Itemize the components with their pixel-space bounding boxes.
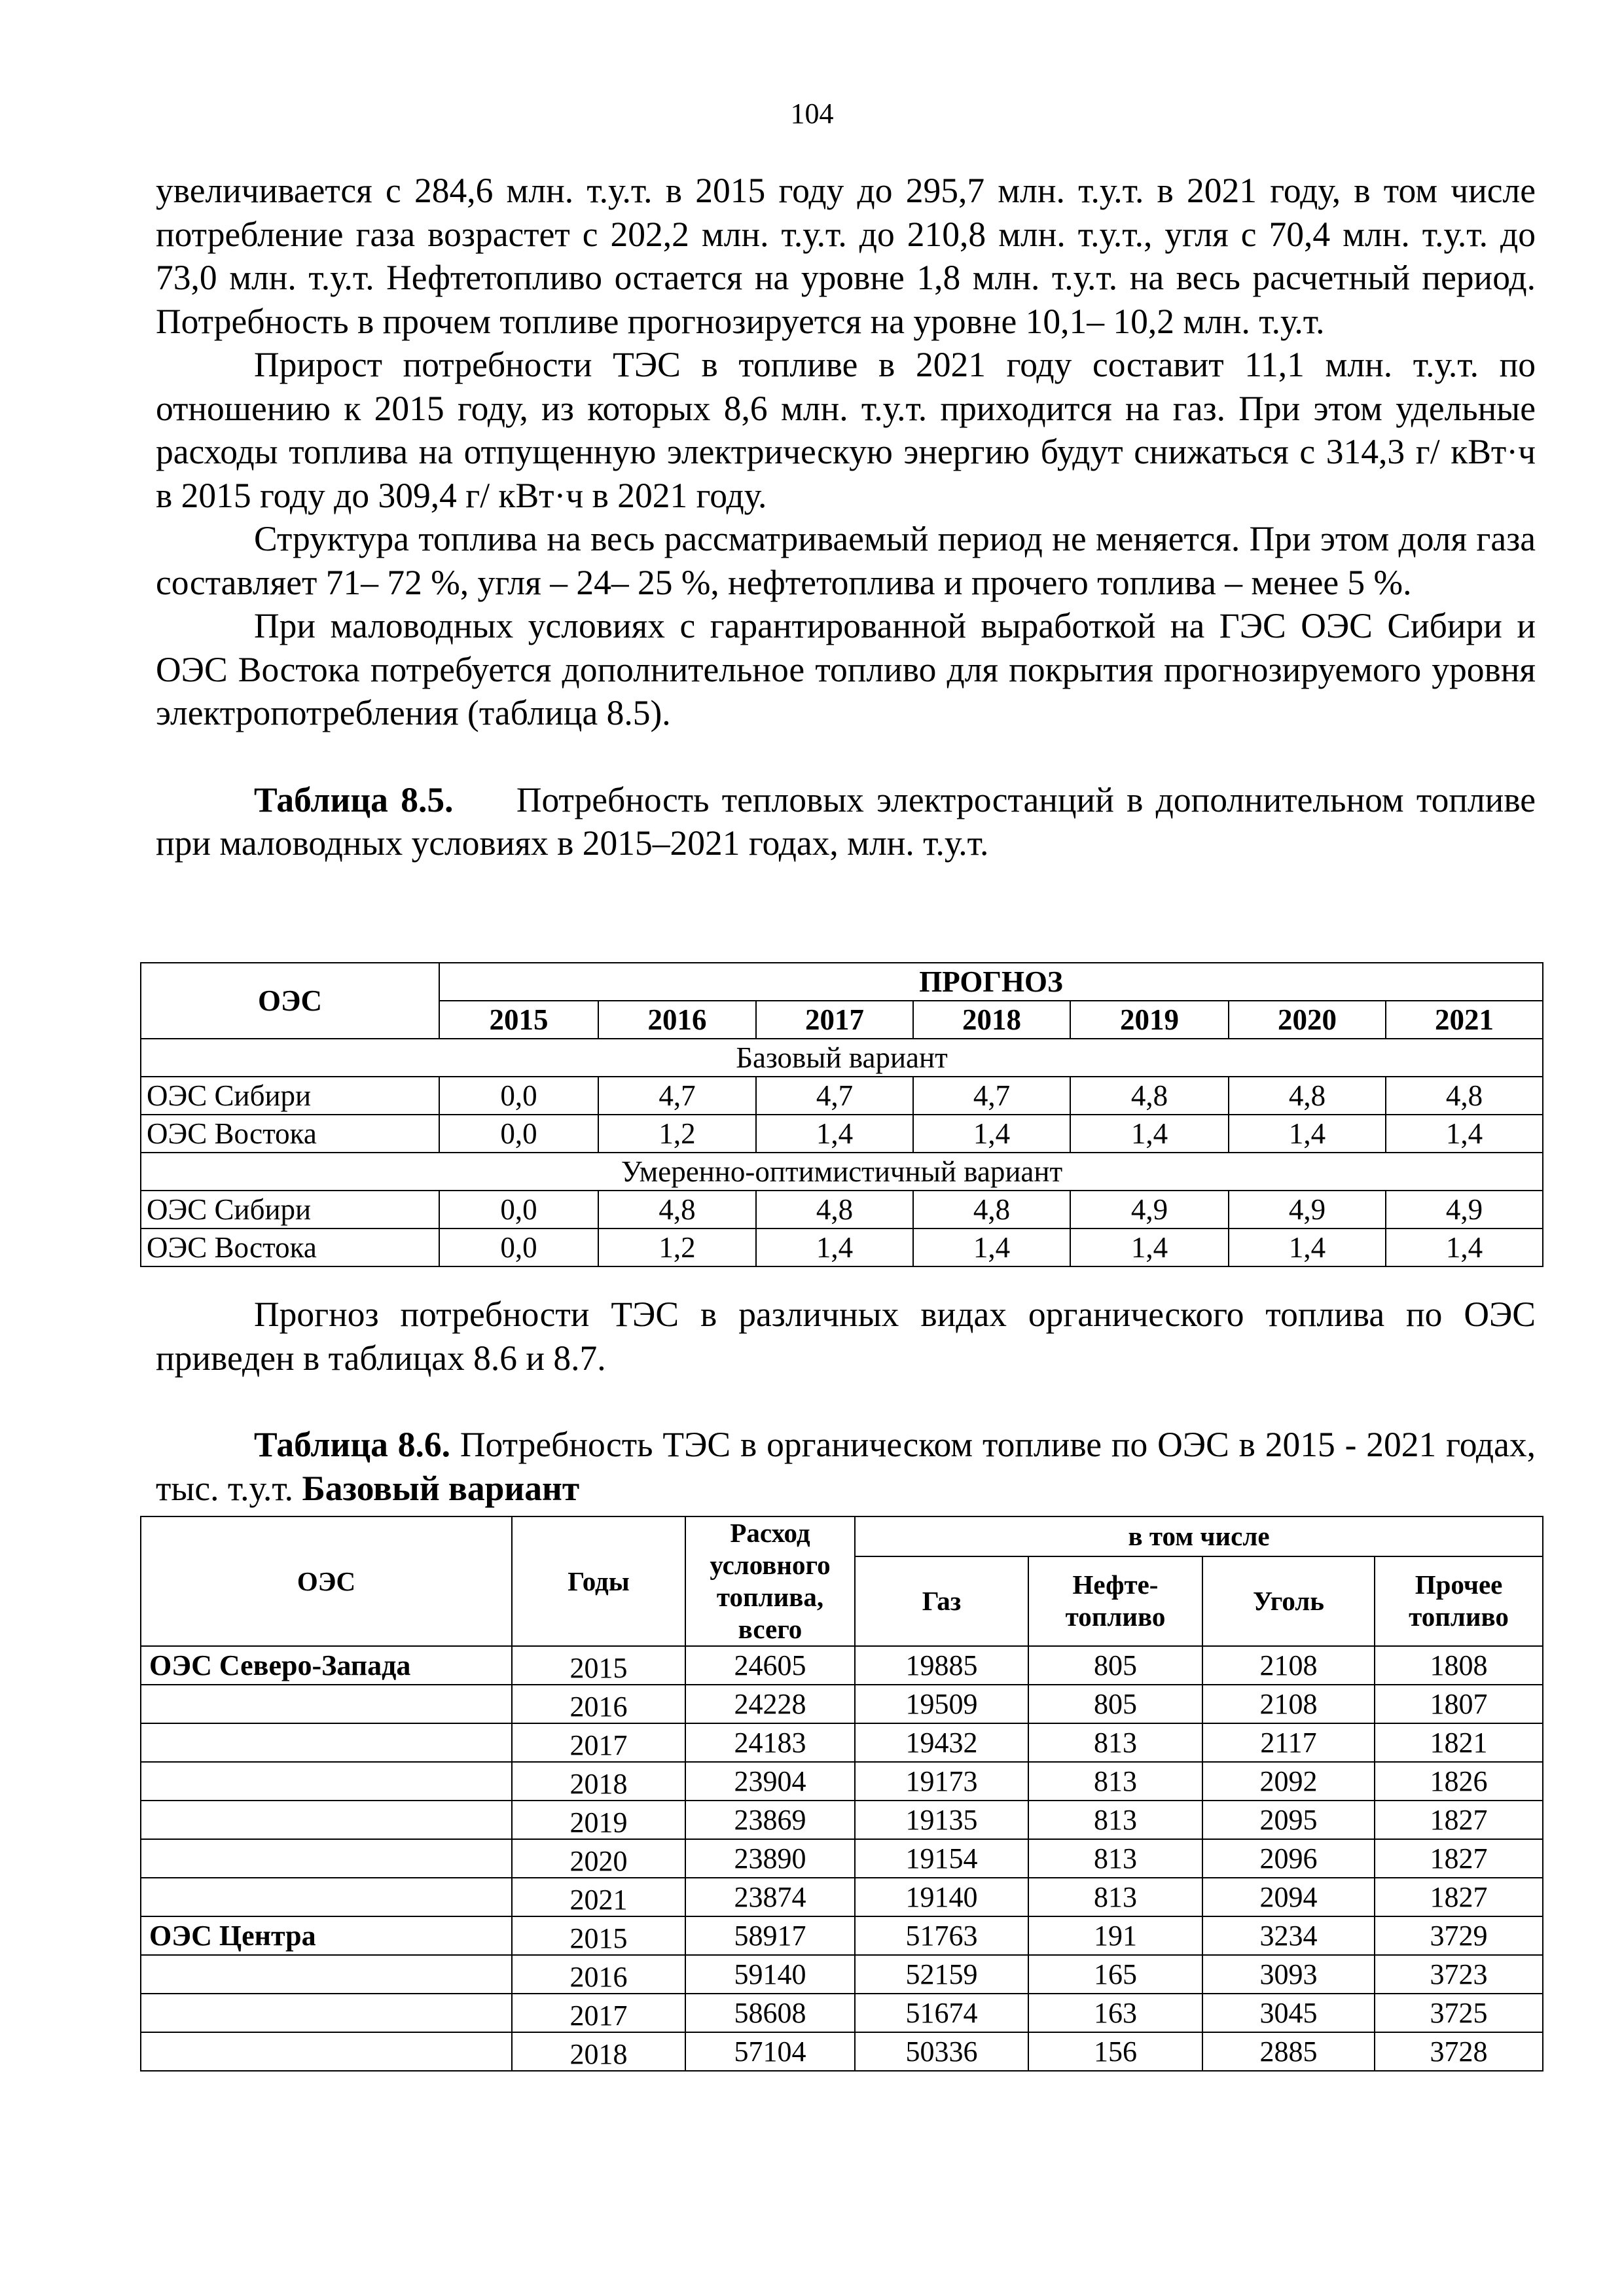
- cell-total: 24605: [685, 1646, 855, 1685]
- section-row: [141, 1153, 1543, 1191]
- value-cell: 1,4: [913, 1115, 1070, 1153]
- paragraph-after-table-8-5: Прогноз потребности ТЭС в различных видах органического топлива по ОЭС приведен в таблицах 8.6 и 8.7.: [156, 1295, 1536, 1378]
- cell-coal: 2885: [1202, 2032, 1375, 2071]
- cell-coal: 2092: [1202, 1762, 1375, 1801]
- header-year-2016: 2016: [598, 1001, 756, 1039]
- cell-year: 2015: [512, 1916, 685, 1955]
- cell-other: 3728: [1375, 2032, 1543, 2071]
- table-row: [141, 1801, 1543, 1839]
- paragraph-1: увеличивается с 284,6 млн. т.у.т. в 2015 году до 295,7 млн. т.у.т. в 2021 году, в том числе потребление газа возрастет с 202,2 млн. т.у.т. до 210,8 млн. т.у.т., угля с 70,4 млн. т.у.т. до 73,0 млн. т.у.т. Нефтетопливо остается на уровне 1,8 млн. т.у.т. на весь расчетный период. Потребность в прочем топливе прогнозируется на уровне 10,1– 10,2 млн. т.у.т.: [156, 171, 1536, 341]
- row-oes-name: ОЭС Востока: [141, 1229, 439, 1266]
- cell-total: 24228: [685, 1685, 855, 1723]
- cell-oes: [141, 1878, 512, 1916]
- cell-year: 2017: [512, 1723, 685, 1762]
- value-cell: 4,8: [1070, 1077, 1229, 1115]
- cell-oil: 813: [1028, 1878, 1202, 1916]
- cell-year: 2016: [512, 1955, 685, 1994]
- cell-oil: 805: [1028, 1685, 1202, 1723]
- cell-other: 1807: [1375, 1685, 1543, 1723]
- cell-total: 59140: [685, 1955, 855, 1994]
- table-8-5: [140, 962, 1543, 1267]
- cell-gas: 19140: [855, 1878, 1028, 1916]
- cell-coal: 2096: [1202, 1839, 1375, 1878]
- cell-total: 24183: [685, 1723, 855, 1762]
- section-title: Базовый вариант: [141, 1039, 1543, 1077]
- section-title: Умеренно-оптимистичный вариант: [141, 1153, 1543, 1191]
- cell-oil: 813: [1028, 1801, 1202, 1839]
- header-gas: Газ: [855, 1556, 1028, 1646]
- cell-oil: 165: [1028, 1955, 1202, 1994]
- cell-coal: 2094: [1202, 1878, 1375, 1916]
- value-cell: 4,8: [1386, 1077, 1543, 1115]
- value-cell: 1,2: [598, 1229, 756, 1266]
- cell-other: 1827: [1375, 1839, 1543, 1878]
- page-number: 104: [790, 98, 834, 130]
- cell-coal: 2117: [1202, 1723, 1375, 1762]
- paragraph-2: Прирост потребности ТЭС в топливе в 2021 году составит 11,1 млн. т.у.т. по отношению к 2015 году, из которых 8,6 млн. т.у.т. приходится на газ. При этом удельные расходы топлива на отпущенную электрическую энергию будут снижаться с 314,3 г/ кВт·ч в 2015 году до 309,4 г/ кВт·ч в 2021 году.: [156, 345, 1536, 515]
- cell-coal: 2108: [1202, 1685, 1375, 1723]
- table-row: [141, 1077, 1543, 1115]
- header-year-2019: 2019: [1070, 1001, 1229, 1039]
- body-text-2: [156, 1293, 1536, 1510]
- cell-oes: [141, 1994, 512, 2032]
- table-row: [141, 1115, 1543, 1153]
- value-cell: 0,0: [439, 1229, 598, 1266]
- cell-oil: 191: [1028, 1916, 1202, 1955]
- value-cell: 1,4: [1386, 1115, 1543, 1153]
- header-oes: ОЭС: [141, 1516, 512, 1646]
- cell-year: 2020: [512, 1839, 685, 1878]
- header-coal: Уголь: [1202, 1556, 1375, 1646]
- cell-year: 2021: [512, 1878, 685, 1916]
- value-cell: 4,8: [598, 1191, 756, 1229]
- cell-oes: [141, 2032, 512, 2071]
- cell-oes: ОЭС Центра: [141, 1916, 512, 1955]
- cell-total: 23874: [685, 1878, 855, 1916]
- value-cell: 4,9: [1229, 1191, 1386, 1229]
- header-including: в том числе: [855, 1516, 1543, 1556]
- cell-coal: 3234: [1202, 1916, 1375, 1955]
- value-cell: 0,0: [439, 1115, 598, 1153]
- table-row: [141, 1762, 1543, 1801]
- table-row: [141, 1994, 1543, 2032]
- cell-total: 57104: [685, 2032, 855, 2071]
- cell-year: 2016: [512, 1685, 685, 1723]
- header-year-2017: 2017: [756, 1001, 913, 1039]
- cell-other: 1808: [1375, 1646, 1543, 1685]
- cell-coal: 3045: [1202, 1994, 1375, 2032]
- cell-gas: 51763: [855, 1916, 1028, 1955]
- table-row: [141, 1878, 1543, 1916]
- cell-other: 3723: [1375, 1955, 1543, 1994]
- table-row: [141, 2032, 1543, 2071]
- table-row: [141, 1839, 1543, 1878]
- table-8-6-caption: [156, 1423, 1536, 1510]
- value-cell: 4,9: [1070, 1191, 1229, 1229]
- header-year-2015: 2015: [439, 1001, 598, 1039]
- value-cell: 1,2: [598, 1115, 756, 1153]
- header-oil: Нефте-топливо: [1028, 1556, 1202, 1646]
- cell-oes: [141, 1762, 512, 1801]
- cell-coal: 3093: [1202, 1955, 1375, 1994]
- value-cell: 4,8: [756, 1191, 913, 1229]
- cell-oil: 813: [1028, 1723, 1202, 1762]
- table-8-6-caption-label: Таблица 8.6.: [254, 1425, 451, 1464]
- value-cell: 1,4: [1229, 1115, 1386, 1153]
- header-total: Расход условного топлива, всего: [685, 1516, 855, 1646]
- table-8-6: [140, 1516, 1543, 2072]
- cell-oil: 813: [1028, 1762, 1202, 1801]
- table-row: [141, 1955, 1543, 1994]
- cell-year: 2019: [512, 1801, 685, 1839]
- cell-coal: 2095: [1202, 1801, 1375, 1839]
- cell-total: 23904: [685, 1762, 855, 1801]
- row-oes-name: ОЭС Востока: [141, 1115, 439, 1153]
- cell-other: 1826: [1375, 1762, 1543, 1801]
- cell-oes: [141, 1839, 512, 1878]
- header-year-2018: 2018: [913, 1001, 1070, 1039]
- cell-total: 23890: [685, 1839, 855, 1878]
- value-cell: 1,4: [756, 1115, 913, 1153]
- header-forecast: ПРОГНОЗ: [439, 963, 1543, 1001]
- cell-oil: 163: [1028, 1994, 1202, 2032]
- row-oes-name: ОЭС Сибири: [141, 1077, 439, 1115]
- cell-other: 1821: [1375, 1723, 1543, 1762]
- value-cell: 0,0: [439, 1077, 598, 1115]
- table-8-6-caption-variant: Базовый вариант: [302, 1468, 580, 1508]
- table-8-5-caption: [156, 778, 1536, 865]
- header-other: Прочее топливо: [1375, 1556, 1543, 1646]
- cell-oil: 813: [1028, 1839, 1202, 1878]
- value-cell: 1,4: [1070, 1229, 1229, 1266]
- cell-gas: 19135: [855, 1801, 1028, 1839]
- cell-total: 58608: [685, 1994, 855, 2032]
- table-row: [141, 1191, 1543, 1229]
- cell-gas: 50336: [855, 2032, 1028, 2071]
- table-8-6-caption-text: Потребность ТЭС в органическом топливе по ОЭС в 2015 - 2021 годах, тыс. т.у.т.: [156, 1425, 1536, 1508]
- table-row: [141, 1229, 1543, 1266]
- cell-gas: 19432: [855, 1723, 1028, 1762]
- cell-gas: 19885: [855, 1646, 1028, 1685]
- cell-other: 1827: [1375, 1801, 1543, 1839]
- cell-other: 3729: [1375, 1916, 1543, 1955]
- value-cell: 4,7: [913, 1077, 1070, 1115]
- header-year-2021: 2021: [1386, 1001, 1543, 1039]
- value-cell: 4,8: [913, 1191, 1070, 1229]
- cell-oes: ОЭС Северо-Запада: [141, 1646, 512, 1685]
- value-cell: 4,7: [756, 1077, 913, 1115]
- table-row: [141, 1723, 1543, 1762]
- value-cell: 4,8: [1229, 1077, 1386, 1115]
- value-cell: 4,7: [598, 1077, 756, 1115]
- cell-oes: [141, 1685, 512, 1723]
- cell-gas: 19509: [855, 1685, 1028, 1723]
- table-row: [141, 1916, 1543, 1955]
- table-8-5-caption-text: Потребность тепловых электростанций в дополнительном топливе при маловодных условиях в 2015–2021 годах, млн. т.у.т.: [156, 780, 1536, 863]
- cell-coal: 2108: [1202, 1646, 1375, 1685]
- cell-total: 23869: [685, 1801, 855, 1839]
- cell-oes: [141, 1801, 512, 1839]
- section-row: [141, 1039, 1543, 1077]
- cell-other: 1827: [1375, 1878, 1543, 1916]
- cell-total: 58917: [685, 1916, 855, 1955]
- table-row: [141, 1646, 1543, 1685]
- row-oes-name: ОЭС Сибири: [141, 1191, 439, 1229]
- header-oes: ОЭС: [141, 963, 439, 1039]
- cell-gas: 19173: [855, 1762, 1028, 1801]
- value-cell: 0,0: [439, 1191, 598, 1229]
- cell-gas: 19154: [855, 1839, 1028, 1878]
- cell-oil: 805: [1028, 1646, 1202, 1685]
- cell-other: 3725: [1375, 1994, 1543, 2032]
- paragraph-3: Структура топлива на весь рассматриваемый период не меняется. При этом доля газа составляет 71– 72 %, угля – 24– 25 %, нефтетоплива и прочего топлива – менее 5 %.: [156, 519, 1536, 602]
- header-years: Годы: [512, 1516, 685, 1646]
- table-row: [141, 1685, 1543, 1723]
- cell-year: 2017: [512, 1994, 685, 2032]
- value-cell: 1,4: [1070, 1115, 1229, 1153]
- cell-year: 2018: [512, 2032, 685, 2071]
- table-8-5-caption-label: Таблица 8.5.: [254, 780, 454, 819]
- cell-gas: 52159: [855, 1955, 1028, 1994]
- value-cell: 1,4: [1229, 1229, 1386, 1266]
- cell-oes: [141, 1955, 512, 1994]
- body-text: [156, 169, 1536, 865]
- cell-year: 2015: [512, 1646, 685, 1685]
- cell-gas: 51674: [855, 1994, 1028, 2032]
- cell-oes: [141, 1723, 512, 1762]
- value-cell: 4,9: [1386, 1191, 1543, 1229]
- cell-year: 2018: [512, 1762, 685, 1801]
- cell-oil: 156: [1028, 2032, 1202, 2071]
- paragraph-4: При маловодных условиях с гарантированной выработкой на ГЭС ОЭС Сибири и ОЭС Востока потребуется дополнительное топливо для покрытия прогнозируемого уровня электропотребления (таблица 8.5).: [156, 606, 1536, 732]
- value-cell: 1,4: [913, 1229, 1070, 1266]
- value-cell: 1,4: [756, 1229, 913, 1266]
- value-cell: 1,4: [1386, 1229, 1543, 1266]
- header-year-2020: 2020: [1229, 1001, 1386, 1039]
